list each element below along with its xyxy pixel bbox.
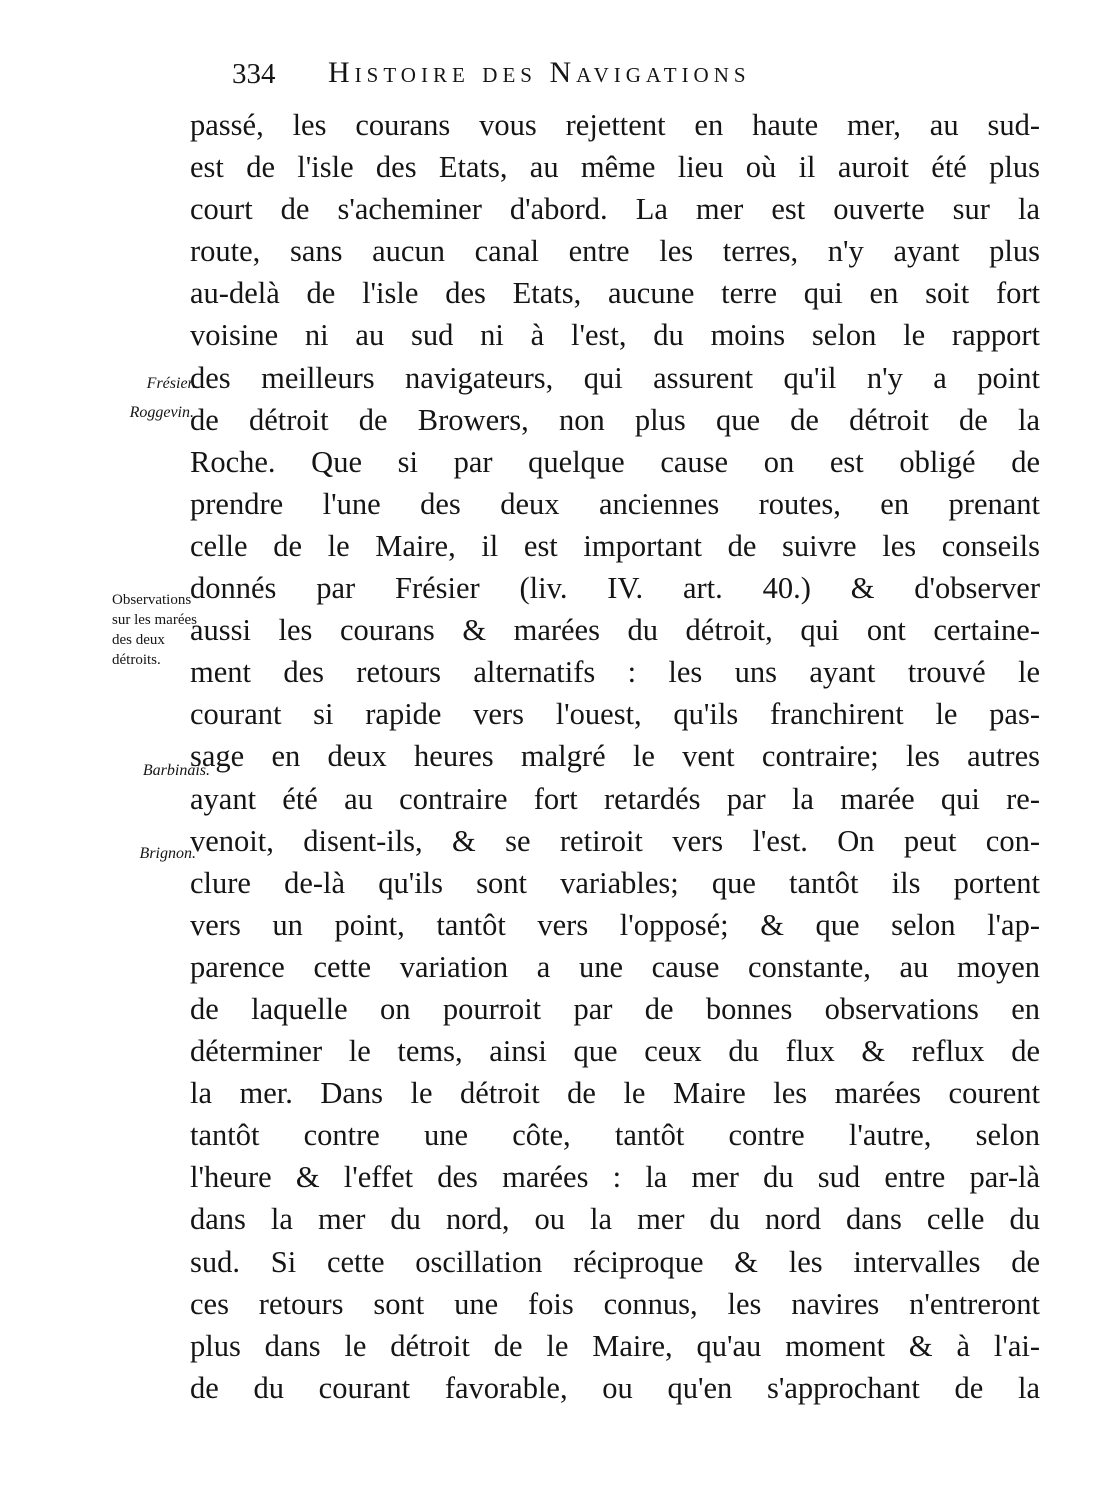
- text-line: de laquelle on pourroit par de bonnes observations en: [190, 991, 1040, 1026]
- text-line: ces retours sont une fois connus, les navires n'entreront: [190, 1286, 1040, 1321]
- text-line: sage en deux heures malgré le vent contraire; les autres: [190, 739, 1040, 774]
- text-line: des meilleurs navigateurs, qui assurent qu'il n'y a point: [190, 360, 1040, 395]
- text-line: Roche. Que si par quelque cause on est obligé de: [190, 444, 1040, 479]
- text-line: plus dans le détroit de le Maire, qu'au moment & à l'ai-: [190, 1328, 1040, 1363]
- text-line: ment des retours alternatifs : les uns ayant trouvé le: [190, 655, 1040, 690]
- page-number: 334: [232, 58, 276, 90]
- text-line: tantôt contre une côte, tantôt contre l'autre, selon: [190, 1118, 1040, 1153]
- text-line: l'heure & l'effet des marées : la mer du sud entre par-là: [190, 1160, 1040, 1195]
- running-title: Histoire des Navigations: [328, 56, 751, 89]
- text-line: la mer. Dans le détroit de le Maire les marées courent: [190, 1076, 1040, 1111]
- text-line: au-delà de l'isle des Etats, aucune terre qui en soit fort: [190, 276, 1040, 311]
- text-line: de détroit de Browers, non plus que de détroit de la: [190, 402, 1040, 437]
- margin-note-barbinais: Barbinais.: [142, 762, 210, 779]
- text-line: passé, les courans vous rejettent en haute mer, au sud-: [190, 108, 1040, 142]
- text-line: courant si rapide vers l'ouest, qu'ils franchirent le pas-: [190, 697, 1040, 732]
- text-line: dans la mer du nord, ou la mer du nord dans celle du: [190, 1202, 1040, 1237]
- text-line: route, sans aucun canal entre les terres, n'y ayant plus: [190, 234, 1040, 269]
- text-line: est de l'isle des Etats, au même lieu où il auroit été plus: [190, 150, 1040, 185]
- text-line: vers un point, tantôt vers l'opposé; & que selon l'ap-: [190, 907, 1040, 942]
- margin-note-roggevin: Roggevin.: [129, 404, 194, 421]
- margin-note-fresier: Frésier.: [146, 375, 196, 392]
- text-line: aussi les courans & marées du détroit, qui ont certaine-: [190, 613, 1040, 648]
- text-line: sud. Si cette oscillation réciproque & les intervalles de: [190, 1244, 1040, 1279]
- text-line: parence cette variation a une cause constante, au moyen: [190, 949, 1040, 984]
- text-line: clure de-là qu'ils sont variables; que tantôt ils portent: [190, 865, 1040, 900]
- text-line: court de s'acheminer d'abord. La mer est ouverte sur la: [190, 192, 1040, 227]
- margin-note-brignon: Brignon.: [139, 845, 196, 862]
- text-line: celle de le Maire, il est important de suivre les conseils: [190, 528, 1040, 563]
- text-line: de du courant favorable, ou qu'en s'approchant de la: [190, 1370, 1040, 1405]
- body-text: [190, 104, 1040, 1409]
- text-line: prendre l'une des deux anciennes routes, en prenant: [190, 486, 1040, 521]
- text-line: voisine ni au sud ni à l'est, du moins selon le rapport: [190, 318, 1040, 353]
- text-line: déterminer le tems, ainsi que ceux du flux & reflux de: [190, 1034, 1040, 1069]
- text-line: donnés par Frésier (liv. IV. art. 40.) & d'observer: [190, 571, 1040, 606]
- text-line: venoit, disent-ils, & se retiroit vers l'est. On peut con-: [190, 823, 1040, 858]
- margin-note-observations: Observations sur les marées des deux détroits.: [112, 592, 197, 668]
- page-header: [232, 56, 1032, 100]
- text-line: ayant été au contraire fort retardés par la marée qui re-: [190, 781, 1040, 816]
